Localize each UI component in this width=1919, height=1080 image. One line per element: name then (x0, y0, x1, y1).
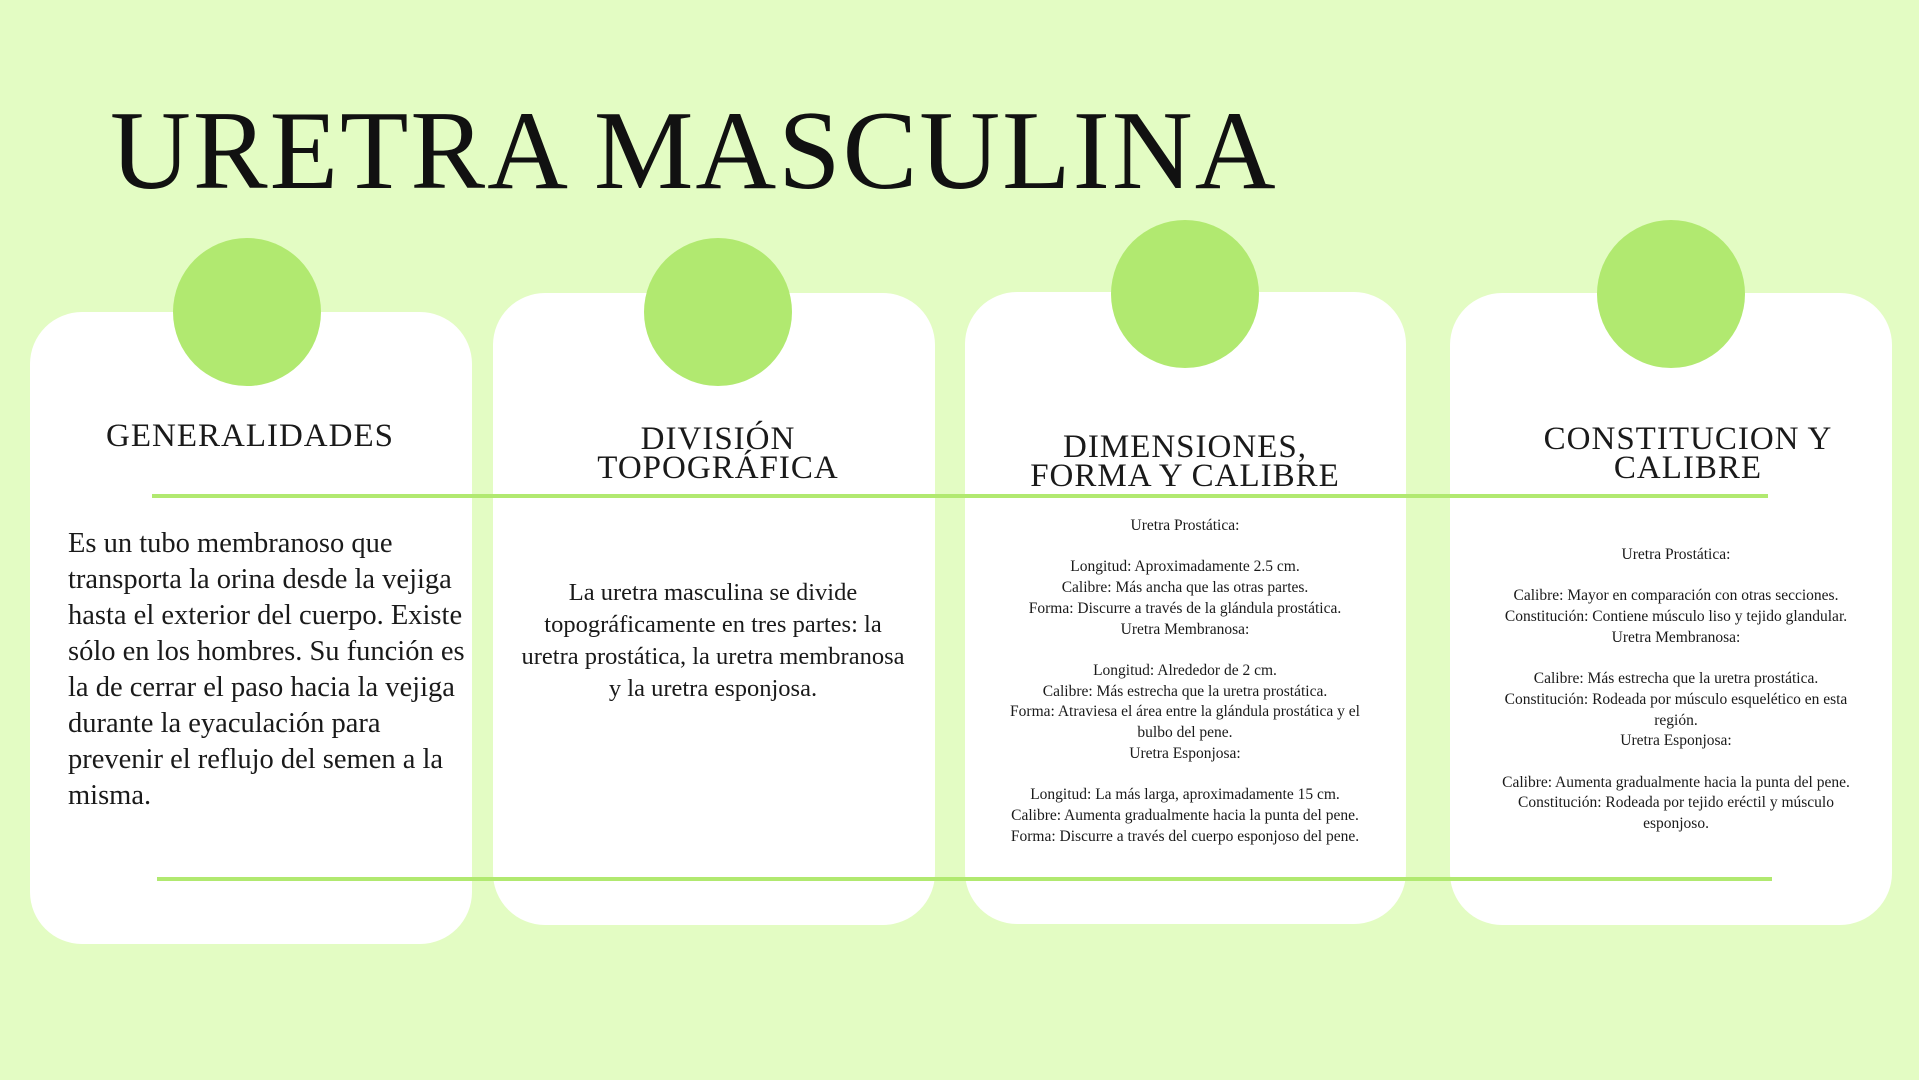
circle-decoration-4 (1597, 220, 1745, 368)
card-body-dimensiones: Uretra Prostática: Longitud: Aproximadamente 2.5 cm. Calibre: Más ancha que las otras partes. Forma: Discurre a través de la glándula prostática. Uretra Membranosa: Longitud: Alrededor de 2 cm. Calibre: Más estrecha que la uretra prostática. Forma: Atraviesa el área entre la glándula prostática y el bulbo del pene. Uretra Esponjosa: Longitud: La más larga, aproximadamente 15 cm. Calibre: Aumenta gradualmente hacia la punta del pene. Forma: Discurre a través del cuerpo esponjoso del pene. (1010, 517, 1360, 845)
card-body-constitucion: Uretra Prostática: Calibre: Mayor en comparación con otras secciones. Constitución: Contiene músculo liso y tejido glandular. Uretra Membranosa: Calibre: Más estrecha que la uretra prostática. Constitución: Rodeada por músculo esquelético en esta región. Uretra Esponjosa: Calibre: Aumenta gradualmente hacia la punta del pene. Constitución: Rodeada por tejido eréctil y músculo esponjoso. (1502, 546, 1850, 833)
circle-decoration-1 (173, 238, 321, 386)
card-heading-dimensiones: DIMENSIONES, FORMA Y CALIBRE (1030, 429, 1340, 494)
card-heading-division: DIVISIÓN TOPOGRÁFICA (597, 421, 839, 486)
card-body-generalidades: Es un tubo membranoso que transporta la orina desde la vejiga hasta el exterior del cuerpo. Existe sólo en los hombres. Su función es la de cerrar el paso hacia la vejiga durante la eyaculación para prevenir el reflujo del semen a la misma. (68, 528, 465, 811)
divider-top (152, 494, 1768, 498)
circle-decoration-3 (1111, 220, 1259, 368)
card-body-division: La uretra masculina se divide topográficamente en tres partes: la uretra prostática, la uretra membranosa y la uretra esponjosa. (521, 579, 905, 702)
page-title: URETRA MASCULINA (110, 89, 1278, 213)
divider-bottom (157, 877, 1772, 881)
card-heading-generalidades: GENERALIDADES (106, 418, 394, 454)
card-heading-constitucion: CONSTITUCION Y CALIBRE (1543, 421, 1833, 486)
circle-decoration-2 (644, 238, 792, 386)
